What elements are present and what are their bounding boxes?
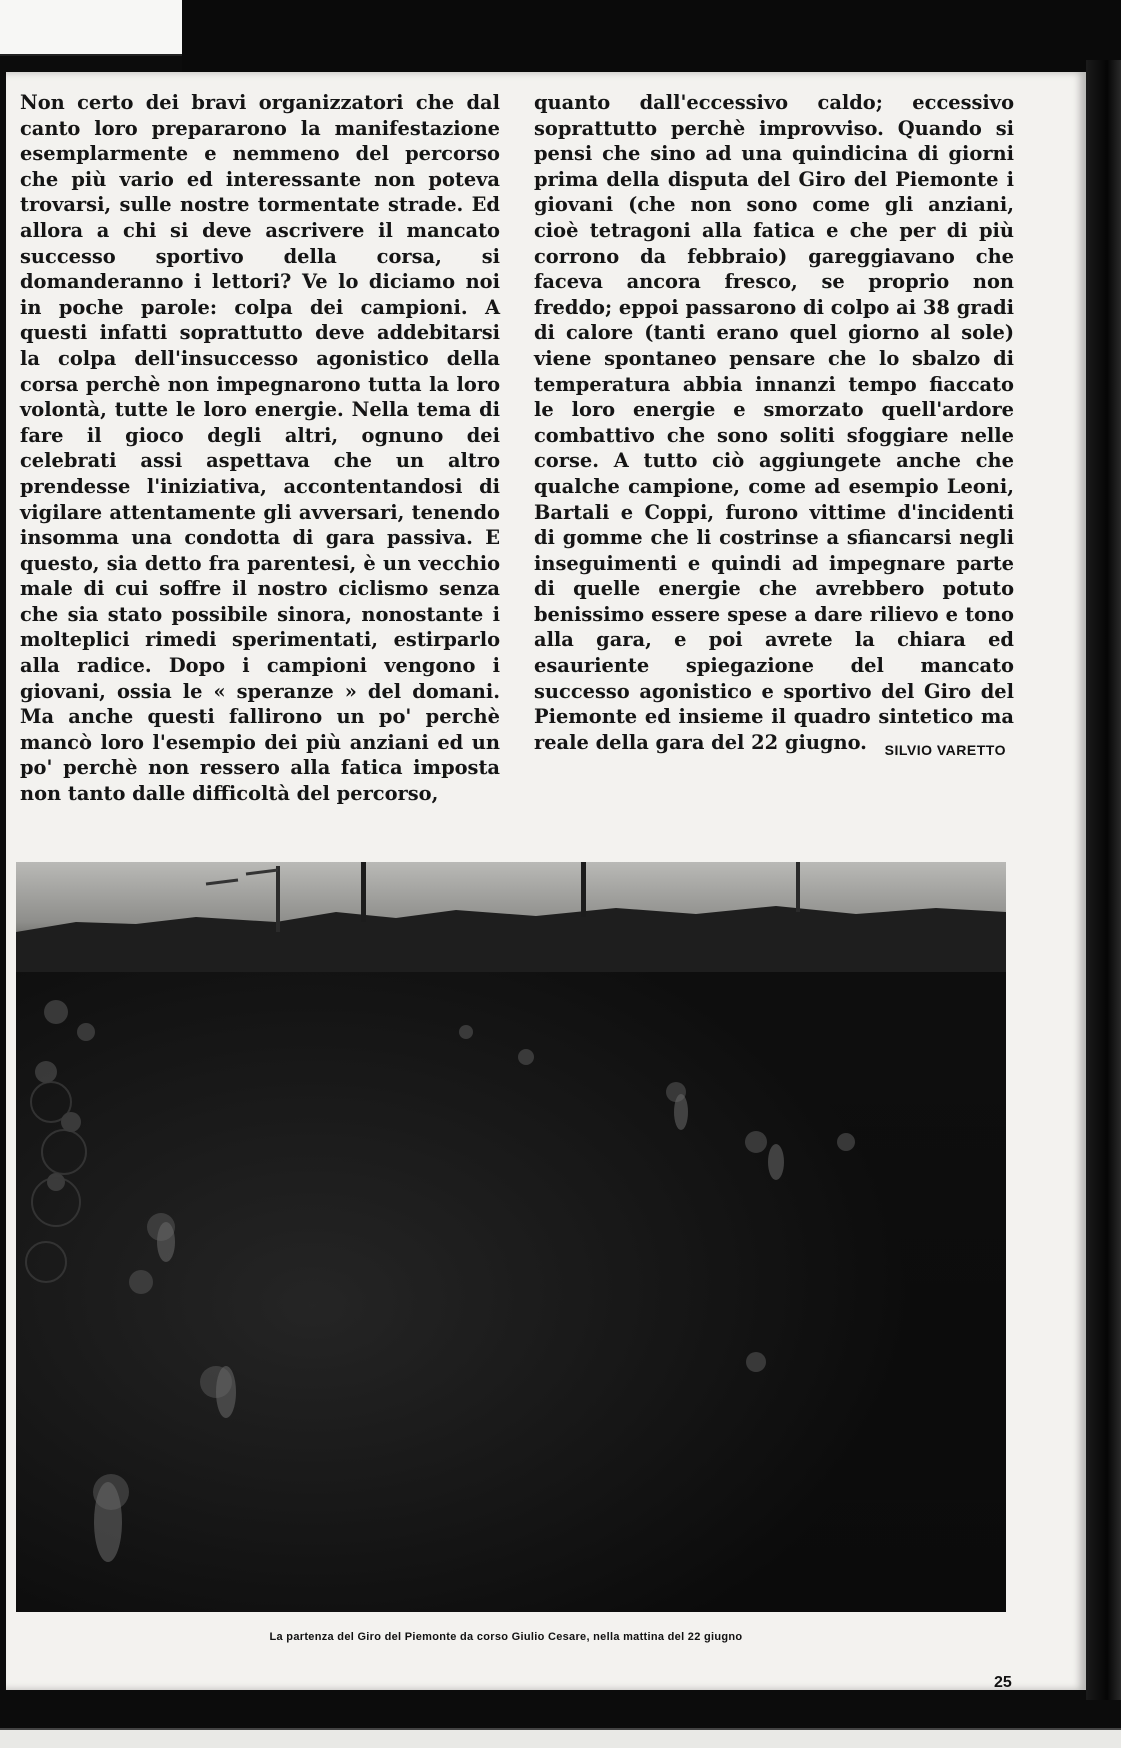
photo-caption: La partenza del Giro del Piemonte da corso Giulio Cesare, nella mattina del 22 giugno — [269, 1631, 743, 1643]
scan-bottom-border — [0, 1728, 1121, 1748]
right-column-text: quanto dall'eccessivo caldo; eccessivo soprattutto perchè improvviso. Quando si pensi che sino ad una quindicina di giorni prima della disputa del Giro del Piemonte i giovani (che non sono come gli anziani, cioè tetragoni alla fatica e che per di più corrono da febbraio) gareggiavano che faceva ancora fresco, se proprio non freddo; eppoi passarono di colpo ai 38 gradi di calore (tanti erano quel giorno al sole) viene spontaneo pensare che lo sbalzo di temperatura abbia innanzi tempo fiaccato le loro energie e smorzato quell'ardore combattivo che sono soliti sfoggiare nelle corse. A tutto ciò aggiungete anche che qualche campione, come ad esempio Leoni, Bartali e Coppi, furono vittime d'incidenti di gomme che li costrinse a sfiancarsi negli inseguimenti e quindi ad impegnare parte di quelle energie che avrebbero potuto benissimo essere spese a dare rilievo e tono alla gara, e poi avrete la chiara ed esauriente spiegazione del mancato successo agonistico e sportivo del Giro del Piemonte ed insieme il quadro sintetico ma reale della gara del 22 giugno. — [534, 91, 1014, 754]
scan-right-border — [1086, 60, 1121, 1700]
article-left-column — [20, 90, 500, 807]
article-right-column — [534, 90, 1014, 755]
race-start-photo — [16, 862, 1006, 1612]
magazine-page — [6, 72, 1089, 1690]
page-corner-tab — [0, 0, 184, 56]
author-signature: SILVIO VARETTO — [884, 742, 1006, 758]
left-column-text: Non certo dei bravi organizzatori che dal canto loro prepararono la manifestazione esemplarmente e nemmeno del percorso che più vario ed interessante non poteva trovarsi, sulle nostre tormentate strade. Ed allora a chi si deve ascrivere il mancato successo sportivo della corsa, si domanderanno i lettori? Ve lo diciamo noi in poche parole: colpa dei campioni. A questi infatti soprattutto deve addebitarsi la colpa dell'insuccesso agonistico della corsa perchè non impegnarono tutta la loro volontà, tutte le loro energie. Nella tema di fare il gioco degli altri, ognuno dei celebrati assi aspettava che un altro prendesse l'iniziativa, accontentandosi di vigilare attentamente gli avversari, tenendo insomma una condotta di gara passiva. E questo, sia detto fra parentesi, è un vecchio male di cui soffre il nostro ciclismo senza che sia stato possibile sinora, nonostante i molteplici rimedi sperimentati, estirparlo alla radice. Dopo i campioni vengono i giovani, ossia le « speranze » del domani. Ma anche questi fallirono un po' perchè mancò loro l'esempio dei più anziani ed un po' perchè non ressero alla fatica imposta non tanto dalle difficoltà del percorso, — [20, 91, 500, 806]
page-number: 25 — [994, 1674, 1012, 1691]
scan-top-border — [182, 0, 1121, 72]
